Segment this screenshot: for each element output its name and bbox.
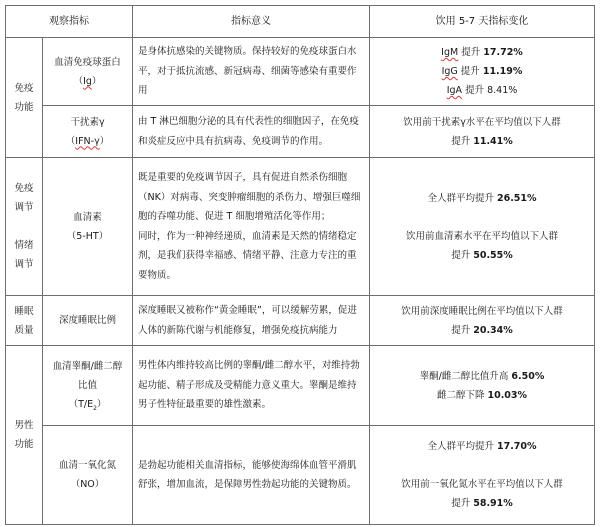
meaning-ifn: 由 T 淋巴细胞分泌的具有代表性的细胞因子，在免疫和炎症反应中具有抗病毒、免疫调节的作用。 — [133, 106, 370, 158]
header-meaning: 指标意义 — [133, 6, 370, 38]
table-row-sleep — [6, 296, 595, 346]
header-change: 饮用 5-7 天指标变化 — [370, 6, 595, 38]
header-indicator: 观察指标 — [6, 6, 133, 38]
indicator-deep-sleep: 深度睡眠比例 — [43, 296, 133, 346]
indicator-ig: 血清免疫球蛋白 （Ig） — [43, 38, 133, 106]
change-ifn: 饮用前干扰素γ水平在平均值以下人群 提升 11.41% — [370, 106, 595, 158]
meaning-ig: 是身体抗感染的关键物质。保持较好的免疫球蛋白水平，对于抵抗流感、新冠病毒、细菌等感染有重要作用 — [133, 38, 370, 106]
category-sleep-quality: 睡眠 质量 — [6, 296, 43, 346]
table-row-serotonin — [6, 158, 595, 296]
table-row-ifn — [6, 106, 595, 158]
category-immune-emotion-regulation: 免疫 调节 情绪 调节 — [6, 158, 43, 296]
meaning-te2: 男性体内维持较高比例的睾酮/雌二醇水平，对维持勃起功能、精子形成及受精能力意义重大。睾酮是维持男子性特征最重要的雄性激素。 — [133, 346, 370, 426]
indicator-te2: 血清睾酮/雌二醇 比值 $(T/E_2)$ — [43, 346, 133, 426]
meaning-no: 是勃起功能相关血清指标，能够使海绵体血管平滑肌舒张，增加血流，是保障男性勃起功能的关键物质。 — [133, 426, 370, 525]
category-immune-function: 免疫 功能 — [6, 38, 43, 158]
change-serotonin: 全人群平均提升 26.51% 饮用前血清素水平在平均值以下人群 提升 50.55% — [370, 158, 595, 296]
indicator-ifn: 干扰素γ （IFN-γ） — [43, 106, 133, 158]
table-row-te2 — [6, 346, 595, 426]
table-row-ig — [6, 38, 595, 106]
change-no: 全人群平均提升 17.70% 饮用前一氧化氮水平在平均值以下人群 提升 58.91% — [370, 426, 595, 525]
change-te2: 睾酮/雌二醇比值升高 6.50% 雌二醇下降 10.03% — [370, 346, 595, 426]
indicator-serotonin: 血清素 （5-HT） — [43, 158, 133, 296]
change-deep-sleep: 饮用前深度睡眠比例在平均值以下人群 提升 20.34% — [370, 296, 595, 346]
table-row-no — [6, 426, 595, 525]
indicator-table — [5, 5, 595, 525]
category-male-function: 男性 功能 — [6, 346, 43, 525]
meaning-serotonin: 既是重要的免疫调节因子，具有促进自然杀伤细胞（NK）对病毒、突变肿瘤细胞的杀伤力、增强巨噬细胞的吞噬功能、促进 T 细胞增殖活化等作用； 同时，作为一种神经递质，血清素是天然的情绪稳定剂，是我们获得幸福感、情绪平静、注意力专注的重要物质。 — [133, 158, 370, 296]
indicator-no: 血清一氧化氮 （NO） — [43, 426, 133, 525]
header-row — [6, 6, 595, 38]
meaning-deep-sleep: 深度睡眠又被称作“黄金睡眠”，可以缓解劳累，促进人体的新陈代谢与机能修复，增强免疫抗病能力 — [133, 296, 370, 346]
change-ig: IgM 提升 17.72% IgG 提升 11.19% IgA 提升 8.41% — [370, 38, 595, 106]
